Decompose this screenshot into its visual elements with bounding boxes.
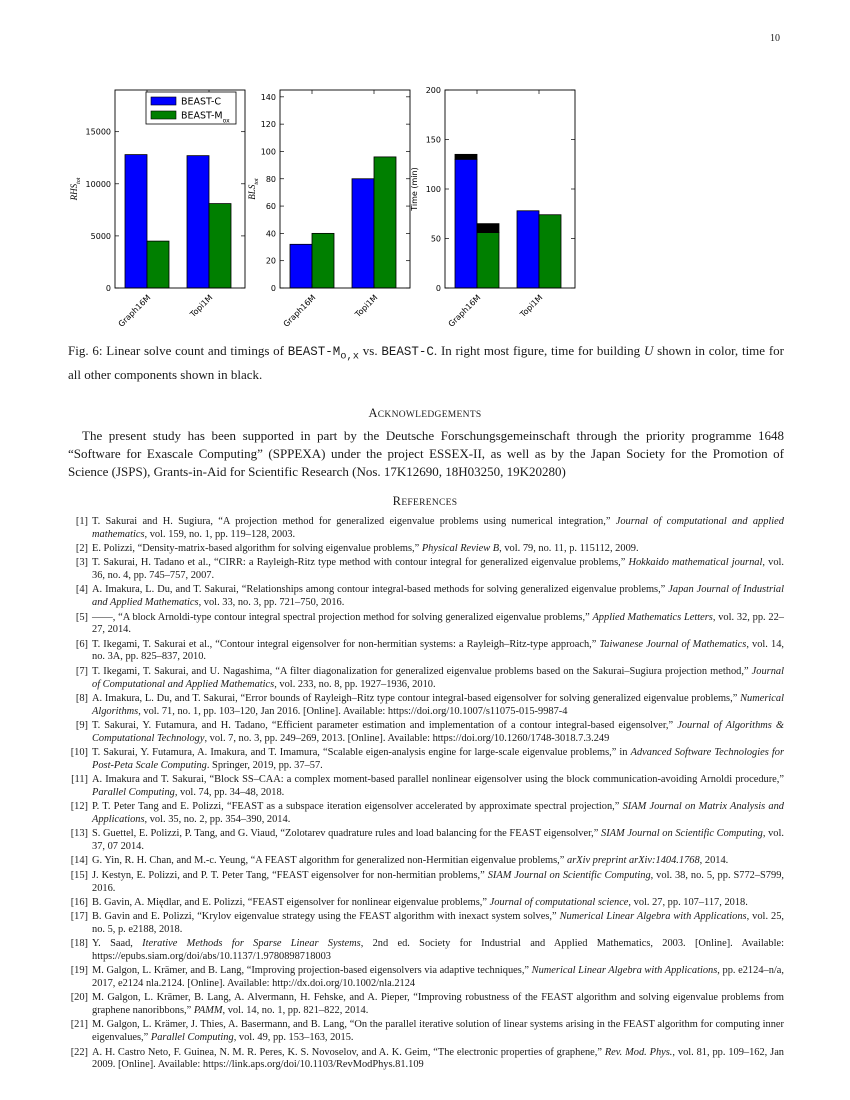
y-axis-label-subscript: tot [254,178,260,185]
reference-text: T. Ikegami, T. Sakurai, and U. Nagashima, “A filter diagonalization for generalized eigenvalue problems based on the Sakurai–Sugiura projection method,” [92,665,752,677]
reference-text: A. H. Castro Neto, F. Guinea, N. M. R. Peres, K. S. Novoselov, and A. K. Geim, “The electronic properties of graphene,” [92,1046,605,1058]
caption-code-sub: o,x [340,350,360,363]
reference-venue: Journal of computational and applied mathematics [92,516,784,540]
reference-details: . Springer, 2019, pp. 37–57. [206,759,323,771]
reference-venue: Advanced Software Technologies for Post-Peta Scale Computing [92,747,785,771]
reference-item [68,828,784,854]
reference-number: [15] [70,869,88,881]
reference-number: [20] [70,992,88,1004]
x-tick-label: Topi1M [518,293,545,320]
caption-code-beast-m [287,345,360,363]
y-axis-label-subscript: tot [76,177,82,184]
y-tick-label: 0 [435,284,441,293]
reference-venue: Iterative Methods for Sparse Linear Systems [142,938,361,950]
reference-item [68,855,784,868]
reference-item [68,693,784,719]
reference-item [68,911,784,937]
y-axis-label: $BLS_{tot}$ [247,178,260,200]
reference-number: [4] [75,584,88,596]
reference-item [68,666,784,692]
reference-item [68,774,784,800]
reference-details: , vol. 14, no. 1, pp. 821–822, 2014. [222,1005,369,1017]
reference-text: B. Gavin, A. Międlar, and E. Polizzi, “FEAST eigensolver for nonlinear eigenvalue problems,” [92,896,490,908]
reference-details: , vol. 38, no. 5, pp. S772–S799, 2016. [92,869,784,894]
y-tick-label: 100 [260,147,276,157]
reference-details: , 2014. [699,855,729,867]
reference-item [68,992,784,1018]
reference-text: A. Imakura, L. Du, and T. Sakurai, “Error bounds of Rayleigh–Ritz type contour integral-based eigensolver for solving generalized eigenvalue problems,” [92,692,741,704]
reference-details: , vol. 79, no. 11, p. 115112, 2009. [499,543,639,555]
bar-beast-c-graph16m [455,159,477,288]
reference-text: A. Imakura, L. Du, and T. Sakurai, “Relationships among contour integral-based methods for solving generalized eigenvalue problems,” [92,584,669,596]
acknowledgements-text: The present study has been supported in part by the Deutsche Forschungsgemeinschaft through the priority programme 1648 “Software for Exascale Computing” (SPPEXA) under the project ESSEX-II, as well as by the Japan Society for the Promotion of Science (JSPS), Grants-in-Aid for Scientific Research (Nos. 17K12690, 18H03250, 19K20280) [68,428,784,479]
y-tick-label: 140 [260,92,276,102]
bar-beast-c-topi1m [517,211,539,288]
reference-text: ——, “A block Arnoldi-type contour integral spectral projection method for solving generalized eigenvalue problems,” [92,611,593,623]
caption-code-beast-m-text: BEAST-M [287,345,341,359]
caption-text: shown in color, time for all other components shown in black. [68,343,784,382]
reference-venue: Numerical Linear Algebra with Applications [531,965,718,977]
x-tick-label: Graph16M [116,293,153,329]
caption-text: . In right most figure, time for building [433,343,644,358]
bar-beast-mox-graph16m [147,241,169,288]
reference-details: , vol. 27, pp. 107–117, 2018. [628,896,748,908]
reference-venue: Journal of computational science [489,896,629,908]
reference-number: [10] [70,747,88,759]
reference-number: [22] [70,1046,88,1058]
reference-details: , vol. 49, pp. 153–163, 2015. [233,1032,354,1044]
acknowledgements-heading [0,406,850,421]
reference-venue: PAMM [193,1005,223,1017]
y-tick-label: 50 [430,234,441,244]
reference-details: , vol. 37, 07 2014. [92,828,784,853]
reference-item [68,965,784,991]
reference-text: A. Imakura and T. Sakurai, “Block SS–CAA: a complex moment-based parallel nonlinear eigensolver using the block communication-avoiding Arnoldi procedure,” [92,774,784,786]
reference-venue: arXiv preprint arXiv:1404.1768 [567,855,700,867]
reference-number: [14] [70,855,88,867]
reference-item [68,870,784,896]
x-tick-label: Topi1M [188,293,215,320]
bar-beast-c-graph16m [125,155,147,288]
y-tick-label: 40 [265,229,276,239]
reference-text: T. Sakurai, Y. Futamura, and H. Tadano, “Efficient parameter estimation and implementation of a contour integral-based eigensolver,” [92,719,678,731]
reference-details: , vol. 32, pp. 22–27, 2014. [92,611,784,636]
reference-venue: Numerical Linear Algebra with Applications [559,911,747,923]
reference-text: M. Galgon, L. Krämer, and B. Lang, “Improving projection-based eigensolvers via adaptive techniques,” [92,965,532,977]
y-tick-label: 0 [270,284,276,293]
reference-number: [13] [70,828,88,840]
caption-label: Fig. 6: [68,343,103,358]
reference-item [68,897,784,910]
reference-venue: Journal of Algorithms & Computational Technology [92,719,784,744]
reference-venue: Physical Review B [421,543,500,555]
reference-venue: Journal of Computational and Applied Mathematics [92,665,784,690]
bar-beast-c-graph16m [290,244,312,288]
bar-other-components-graph16m [455,154,477,159]
reference-details: , vol. 233, no. 8, pp. 1927–1936, 2010. [274,678,436,690]
heading-rest: EFERENCES [401,498,458,508]
y-tick-label: 100 [425,185,441,194]
reference-item [68,543,784,556]
reference-details: , vol. 33, no. 3, pp. 721–750, 2016. [198,597,345,609]
reference-number: [2] [75,543,88,555]
y-tick-label: 5000 [90,231,111,241]
reference-text: G. Yin, R. H. Chan, and M.-c. Yeung, “A FEAST algorithm for generalized non-Hermitian eigenvalue problems,” [92,855,567,867]
bar-beast-mox-graph16m [477,233,499,288]
reference-venue: Parallel Computing [92,786,175,798]
caption-code-beast-c: BEAST-C [381,345,434,359]
reference-item [68,720,784,746]
reference-text: M. Galgon, L. Krämer, B. Lang, A. Alvermann, H. Fehske, and A. Pieper, “Improving robustness of the FEAST algorithm and solving eigenvalue problems from graphene nanoribbons,” [92,992,784,1017]
reference-venue: SIAM Journal on Matrix Analysis and Applications [92,801,784,826]
y-axis-label: Time (min) [410,167,419,211]
bar-beast-mox-topi1m [209,204,231,288]
heading-initial: R [392,494,402,508]
reference-text: B. Gavin and E. Polizzi, “Krylov eigenvalue strategy using the FEAST algorithm with inexact system solves,” [92,911,560,923]
reference-details: , vol. 14, no. 3A, pp. 825–837, 2010. [92,638,784,663]
reference-number: [5] [75,611,88,623]
bar-beast-c-topi1m [352,179,374,288]
legend-label-beast-c: BEAST-C [181,96,222,108]
reference-text: J. Kestyn, E. Polizzi, and P. T. Peter Tang, “FEAST eigensolver for non-hermitian problems,” [92,869,488,881]
reference-venue: SIAM Journal on Scientific Computing [487,869,651,881]
reference-text: T. Sakurai and H. Sugiura, “A projection method for generalized eigenvalue problems using numerical integration,” [92,516,616,527]
reference-item [68,639,784,665]
y-tick-label: 10000 [85,179,111,189]
reference-text: P. T. Peter Tang and E. Polizzi, “FEAST as a subspace iteration eigensolver accelerated by approximate spectral projection,” [92,801,623,813]
reference-number: [7] [75,665,88,677]
bar-beast-mox-topi1m [374,157,396,288]
y-tick-label: 120 [260,120,276,130]
reference-details: , vol. 36, no. 4, pp. 745–757, 2007. [92,557,785,582]
figure-caption [68,342,784,384]
x-tick-label: Graph16M [281,293,318,329]
bar-beast-mox-graph16m [312,233,334,288]
reference-number: [12] [70,801,88,813]
caption-text: Linear solve count and timings of [102,343,288,358]
x-tick-label: Graph16M [446,293,483,329]
reference-number: [3] [75,557,88,569]
reference-item [68,1047,784,1073]
reference-number: [9] [75,719,88,731]
y-tick-label: 20 [265,256,276,266]
reference-item [68,612,784,638]
reference-item [68,747,784,773]
reference-text: S. Guettel, E. Polizzi, P. Tang, and G. Viaud, “Zolotarev quadrature rules and load balancing for the FEAST eigensolver,” [92,828,601,840]
reference-text: T. Ikegami, T. Sakurai et al., “Contour integral eigensolver for non-hermitian systems: a Rayleigh–Ritz-type approach,” [92,638,600,650]
reference-venue: SIAM Journal on Scientific Computing [601,828,763,840]
references-list [68,516,784,1074]
bar-beast-c-topi1m [187,156,209,288]
reference-venue: Hokkaido mathematical journal [628,557,763,569]
bar-other-components-graph16m [477,224,499,233]
reference-number: [19] [70,965,88,977]
reference-item [68,516,784,542]
page-number: 10 [770,33,780,44]
y-tick-label: 150 [425,135,441,145]
heading-rest: CKNOWLEDGEMENTS [377,410,482,420]
reference-text: M. Galgon, L. Krämer, J. Thies, A. Basermann, and B. Lang, “On the parallel iterative solution of linear systems arising in the FEAST algorithm for computing inner eigenvalues,” [92,1019,784,1044]
caption-text: vs. [359,343,382,358]
reference-item [68,1019,784,1045]
reference-venue: Rev. Mod. Phys. [604,1046,673,1058]
reference-number: [1] [75,516,88,527]
reference-number: [6] [75,638,88,650]
reference-details: , vol. 25, no. 5, p. e2188, 2018. [92,911,785,935]
y-tick-label: 200 [425,86,441,95]
y-tick-label: 0 [105,284,111,293]
legend-label-beast-mox: BEAST-$M_{ox}$ [181,110,230,124]
reference-details: , vol. 159, no. 1, pp. 119–128, 2003. [144,528,296,540]
reference-number: [17] [70,911,88,923]
reference-details: , vol. 74, pp. 34–48, 2018. [174,786,285,798]
reference-number: [8] [75,692,88,704]
reference-details: , vol. 35, no. 2, pp. 354–390, 2014. [144,814,291,826]
reference-venue: Taiwanese Journal of Mathematics [599,638,747,650]
heading-initial: A [368,406,378,420]
bar-beast-mox-topi1m [539,215,561,288]
reference-text: T. Sakurai, Y. Futamura, A. Imakura, and T. Imamura, “Scalable eigen-analysis engine for large-scale eigenvalue problems,” in [92,747,631,759]
reference-number: [16] [70,896,88,908]
reference-item [68,584,784,610]
reference-item [68,557,784,583]
reference-details: , vol. 7, no. 3, pp. 249–269, 2013. [Online]. Available: https://doi.org/10.1260/1748-3018.7.3.249 [204,732,610,744]
references-heading [0,494,850,509]
figure-6-charts [0,0,850,340]
reference-details: , vol. 81, pp. 109–162, Jan 2009. [Online]. Available: https://link.aps.org/doi/10.1103/RevModPhys.81.109 [92,1046,784,1071]
y-tick-label: 60 [265,202,276,212]
y-tick-label: 15000 [85,127,111,137]
legend-swatch-beast-mox [151,111,176,119]
reference-item [68,938,784,964]
reference-number: [11] [71,774,88,786]
reference-text: E. Polizzi, “Density-matrix-based algorithm for solving eigenvalue problems,” [92,543,422,555]
reference-text: T. Sakurai, H. Tadano et al., “CIRR: a Rayleigh-Ritz type method with contour integral for generalized eigenvalue problems,” [92,557,629,569]
reference-details: , vol. 71, no. 1, pp. 103–120, Jan 2016. [Online]. Available: https://doi.org/10.1007/s11075-015-9987-4 [138,705,568,717]
reference-details: , pp. e2124–n/a, 2017, e2124 nla.2124. [Online]. Available: http://dx.doi.org/10.1002/nla.2124 [92,965,784,990]
reference-details: , 2nd ed. Society for Industrial and Applied Mathematics, 2003. [Online]. Available: https://epubs.siam.org/doi/abs/10.1137/1.9780898718003 [92,938,784,962]
reference-venue: Applied Mathematics Letters [592,611,713,623]
reference-item [68,801,784,827]
reference-venue: Japan Journal of Industrial and Applied Mathematics [92,584,784,609]
x-tick-label: Topi1M [353,293,380,320]
caption-math-u: U [643,343,654,358]
reference-number: [18] [70,938,88,950]
y-axis-label: $RHS_{tot}$ [69,177,82,201]
legend-swatch-beast-c [151,97,176,105]
reference-venue: Numerical Algorithms [92,692,784,717]
reference-venue: Parallel Computing [150,1032,234,1044]
y-tick-label: 80 [265,174,276,184]
reference-text: Y. Saad, [92,938,143,950]
legend-label-subscript: ox [222,117,230,124]
reference-number: [21] [70,1019,88,1031]
